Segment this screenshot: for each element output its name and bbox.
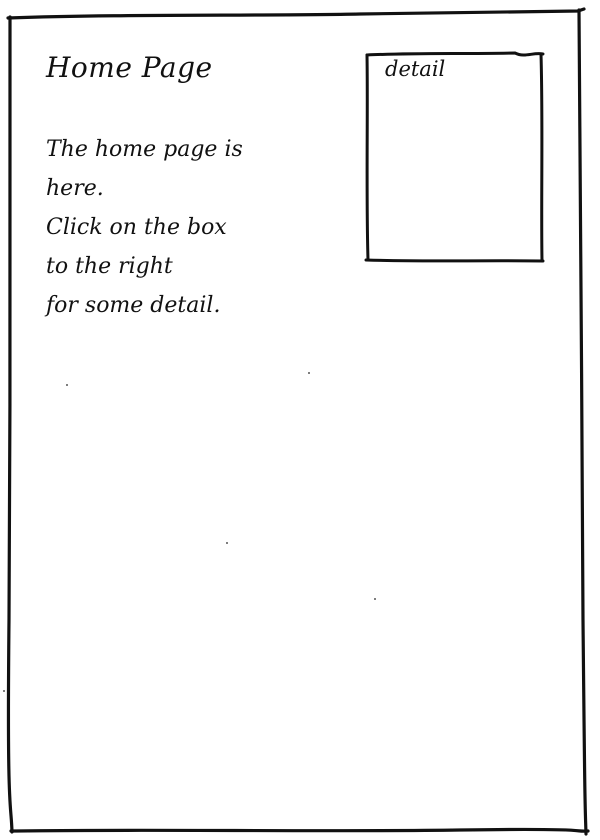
- intro-line: Click on the box: [46, 215, 227, 240]
- intro-line: here.: [46, 176, 104, 201]
- intro-line: to the right: [46, 254, 173, 279]
- detail-box-outline: [365, 52, 545, 264]
- paper-speck: [66, 384, 68, 386]
- detail-box-label: detail: [385, 57, 446, 81]
- detail-box-button[interactable]: [365, 52, 545, 264]
- paper-speck: [308, 372, 310, 374]
- page-title: Home Page: [46, 51, 213, 84]
- intro-line: for some detail.: [46, 293, 221, 318]
- intro-text: [46, 130, 316, 325]
- paper-speck: [3, 690, 5, 692]
- paper-speck: [226, 542, 228, 544]
- intro-line: The home page is: [46, 137, 243, 162]
- paper-speck: [374, 598, 376, 600]
